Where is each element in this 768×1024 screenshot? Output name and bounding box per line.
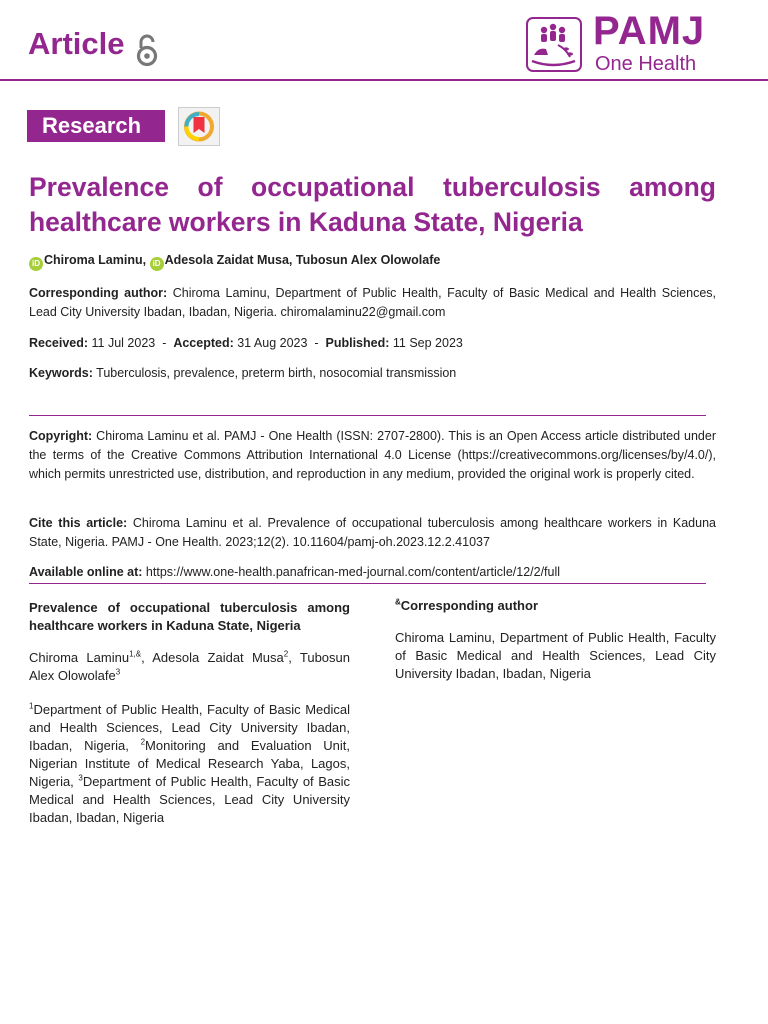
affiliation-text: Monitoring and Evaluation Unit, Nigerian Institute of Medical Research Yaba, Lagos, Nigeria, [29, 738, 350, 789]
article-title-line1: Prevalence of occupational tuberculosis among [29, 172, 716, 202]
available-online-line [29, 563, 716, 582]
corresponding-heading-text: Corresponding author [400, 598, 538, 613]
dates-line [29, 334, 716, 353]
accepted-label: Accepted: [173, 336, 234, 350]
journal-subtitle: One Health [595, 53, 697, 75]
left-column-title: Prevalence of occupational tuberculosis among healthcare workers in Kaduna State, Nigeria [29, 600, 350, 633]
section-badge: Research [27, 110, 165, 142]
affiliations-block [29, 701, 350, 827]
corresponding-address: Chiroma Laminu, Department of Public Health, Faculty of Basic Medical and Health Sciences, Lead City University Ibadan, Ibadan, Nigeria [395, 630, 716, 681]
received-date: 11 Jul 2023 [88, 336, 156, 350]
author-affiliation-marker: 3 [115, 667, 121, 677]
date-separator: - [307, 336, 326, 350]
journal-header [0, 0, 768, 80]
author-name: , Tubosun Alex Olowolafe [29, 650, 350, 683]
copyright-block [29, 427, 716, 484]
crossmark-icon[interactable] [178, 107, 220, 146]
left-column-authors [29, 649, 350, 685]
corresponding-heading [395, 597, 716, 615]
section-divider [29, 415, 706, 416]
author-name: Chiroma Laminu, [44, 253, 147, 267]
published-date: 11 Sep 2023 [389, 336, 463, 350]
author-name: , Adesola Zaidat Musa [141, 650, 284, 665]
journal-name: PAMJ [593, 9, 706, 53]
author-name: Chiroma Laminu [29, 650, 130, 665]
keywords-label: Keywords: [29, 366, 93, 380]
affiliation-text: Department of Public Health, Faculty of Basic Medical and Health Sciences, Lead City University Ibadan, Ibadan, Nigeria [29, 774, 350, 825]
corresponding-author-block [29, 284, 716, 322]
corresponding-marker: & [395, 597, 401, 607]
article-title [29, 170, 716, 240]
section-divider [29, 583, 706, 584]
orcid-icon[interactable]: iD [150, 257, 164, 271]
article-url-link[interactable]: https://www.one-health.panafrican-med-journal.com/content/article/12/2/full [142, 565, 561, 579]
date-separator: - [155, 336, 174, 350]
keywords-line [29, 364, 716, 383]
author-affiliation-marker: 1,& [129, 649, 142, 659]
copyright-label: Copyright: [29, 429, 93, 443]
cite-label: Cite this article: [29, 516, 128, 530]
affiliation-marker: 3 [78, 773, 83, 783]
corresponding-label: Corresponding author: [29, 286, 168, 300]
received-label: Received: [29, 336, 89, 350]
published-label: Published: [325, 336, 390, 350]
header-divider [0, 79, 768, 81]
accepted-date: 31 Aug 2023 [233, 336, 308, 350]
available-label: Available online at: [29, 565, 143, 579]
affiliation-text: Department of Public Health, Faculty of Basic Medical and Health Sciences, Lead City University Ibadan, Ibadan, Nigeria, [29, 702, 350, 753]
cite-text: Chiroma Laminu et al. Prevalence of occupational tuberculosis among healthcare workers in Kaduna State, Nigeria. PAMJ - One Health. 2023;12(2). 10.11604/pamj-oh.2023.12.2.41037 [29, 516, 716, 549]
cite-block [29, 514, 716, 552]
affiliation-marker: 1 [29, 701, 34, 711]
keywords-text: Tuberculosis, prevalence, preterm birth, nosocomial transmission [92, 366, 457, 380]
journal-logo-icon [526, 17, 582, 72]
copyright-text: Chiroma Laminu et al. PAMJ - One Health (ISSN: 2707-2800). This is an Open Access article distributed under the terms of the Creative Commons Attribution International 4.0 License (https://creativecommons.org/licenses/by/4.0/), which permits unrestricted use, distribution, and reproduction in any medium, provided the original work is properly cited. [29, 429, 716, 481]
author-list [29, 253, 440, 271]
author-name: Adesola Zaidat Musa, Tubosun Alex Olowolafe [164, 253, 441, 267]
open-access-icon [134, 33, 160, 67]
orcid-icon[interactable]: iD [29, 257, 43, 271]
author-affiliation-marker: 2 [283, 649, 289, 659]
affiliation-marker: 2 [140, 737, 146, 747]
corresponding-text: Chiroma Laminu, Department of Public Health, Faculty of Basic Medical and Health Sciences, Lead City University Ibadan, Ibadan, Nigeria. chiromalaminu22@gmail.com [29, 286, 716, 319]
article-title-line2: healthcare workers in Kaduna State, Nigeria [29, 207, 583, 237]
article-type-label: Article [28, 26, 125, 61]
